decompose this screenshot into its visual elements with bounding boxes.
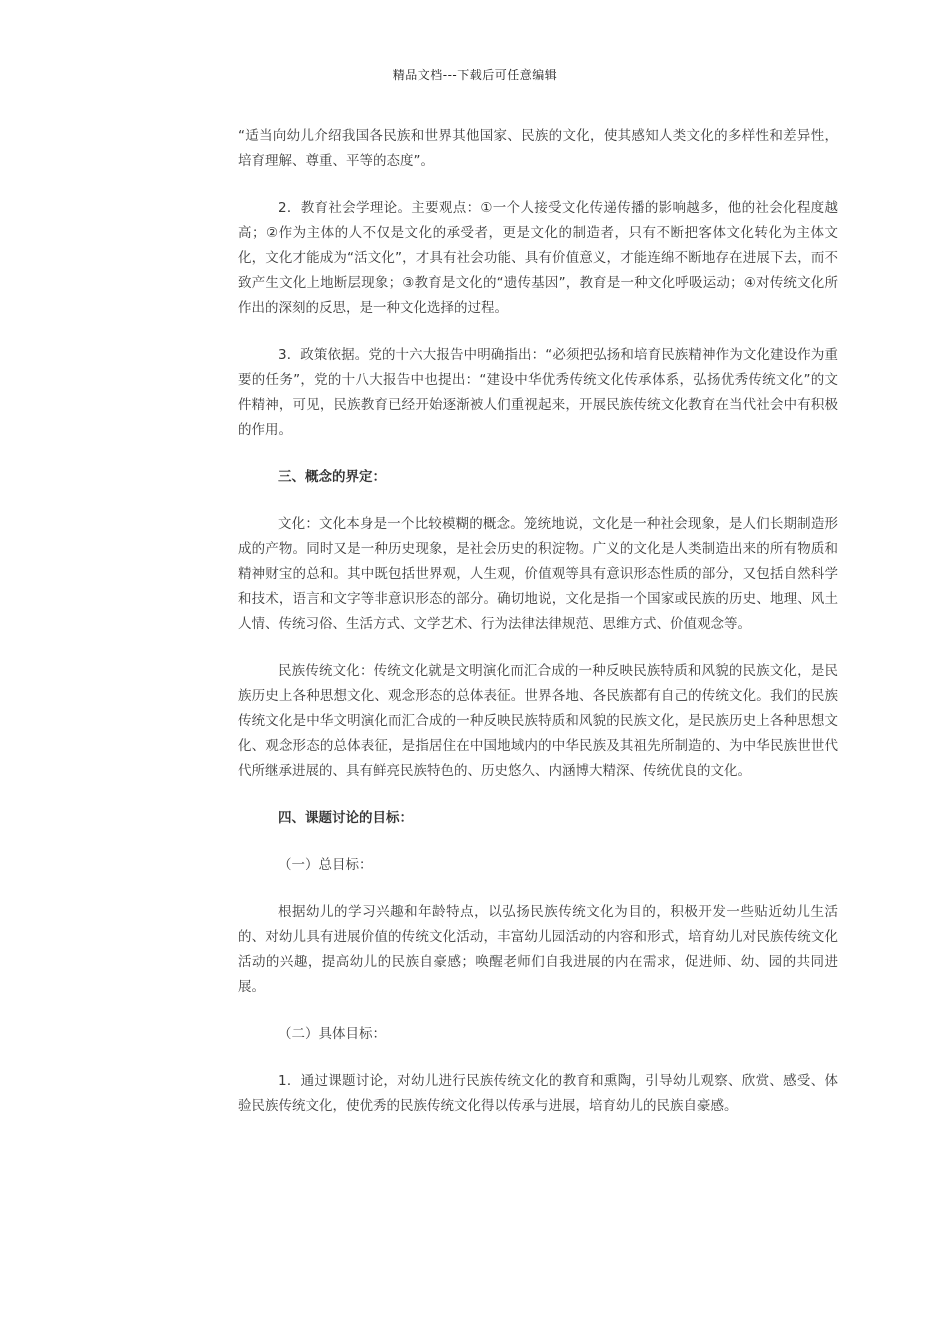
page-header: 精品文档---下载后可任意编辑 [392,68,558,82]
paragraph-traditional-culture-definition: 民族传统文化：传统文化就是文明演化而汇合成的一种反映民族特质和风貌的民族文化，是民族历史上各种思想文化、观念形态的总体表征。世界各地、各民族都有自己的传统文化。我们的民族传统文化是中华文明演化而汇合成的一种反映民族特质和风貌的民族文化，是民族历史上各种思想文化、观念形态的总体表征，是指居住在中国地域内的中华民族及其祖先所制造的、为中华民族世世代代所继承进展的、具有鲜亮民族特色的、历史悠久、内涵博大精深、传统优良的文化。 [238,663,838,779]
paragraph-policy-basis: 3．政策依据。党的十六大报告中明确指出：“必须把弘扬和培育民族精神作为文化建设作为重要的任务”，党的十八大报告中也提出：“建设中华优秀传统文化传承体系，弘扬优秀传统文化”的文件精神，可见，民族教育已经开始逐渐被人们重视起来，开展民族传统文化教育在当代社会中有积极的作用。 [238,347,838,438]
document-body [238,124,838,1141]
section-heading-goals: 四、课题讨论的目标： [278,810,413,826]
paragraph-intro-quote: “适当向幼儿介绍我国各民族和世界其他国家、民族的文化，使其感知人类文化的多样性和差异性，培育理解、尊重、平等的态度”。 [238,128,838,169]
paragraph-overall-goal: 根据幼儿的学习兴趣和年龄特点，以弘扬民族传统文化为目的，积极开发一些贴近幼儿生活的、对幼儿具有进展价值的传统文化活动，丰富幼儿园活动的内容和形式，培育幼儿对民族传统文化活动的兴趣，提高幼儿的民族自豪感；唤醒老师们自我进展的内在需求，促进师、幼、园的共同进展。 [238,904,838,995]
subheading-specific-goals: （二）具体目标： [278,1026,386,1042]
paragraph-culture-definition: 文化：文化本身是一个比较模糊的概念。笼统地说，文化是一种社会现象，是人们长期制造形成的产物。同时又是一种历史现象，是社会历史的积淀物。广义的文化是人类制造出来的所有物质和精神财宝的总和。其中既包括世界观，人生观，价值观等具有意识形态性质的部分，又包括自然科学和技术，语言和文字等非意识形态的部分。确切地说，文化是指一个国家或民族的历史、地理、风土人情、传统习俗、生活方式、文学艺术、行为法律法律规范、思维方式、价值观念等。 [238,516,838,632]
paragraph-sociology-theory: 2．教育社会学理论。主要观点：①一个人接受文化传递传播的影响越多，他的社会化程度越高；②作为主体的人不仅是文化的承受者，更是文化的制造者，只有不断把客体文化转化为主体文化，文化才能成为“活文化”，才具有社会功能、具有价值意义，才能连绵不断地存在进展下去，而不致产生文化上地断层现象；③教育是文化的“遗传基因”，教育是一种文化呼吸运动；④对传统文化所作出的深刻的反思，是一种文化选择的过程。 [238,200,838,316]
paragraph-specific-goal-1: 1．通过课题讨论，对幼儿进行民族传统文化的教育和熏陶，引导幼儿观察、欣赏、感受、体验民族传统文化，使优秀的民族传统文化得以传承与进展，培育幼儿的民族自豪感。 [238,1073,838,1114]
subheading-overall-goal: （一）总目标： [278,857,373,873]
section-heading-concepts: 三、概念的界定： [278,469,386,485]
